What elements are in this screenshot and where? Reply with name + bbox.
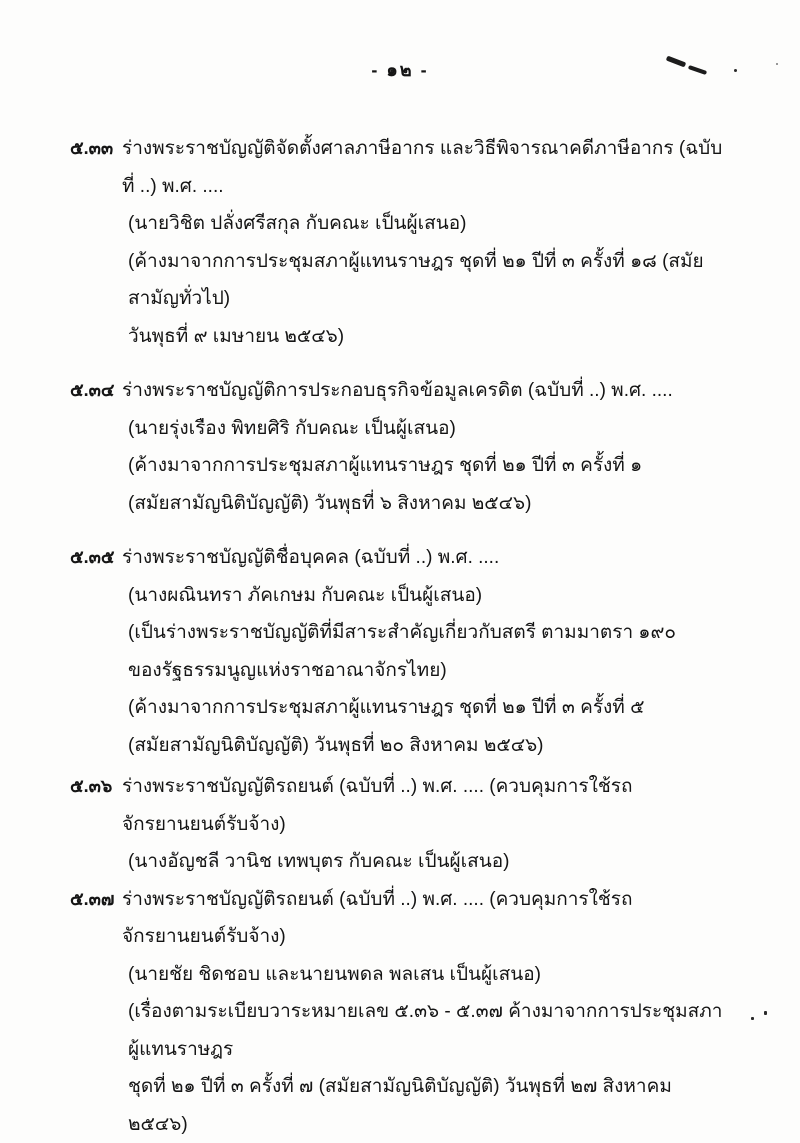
item-detail-line: ชุดที่ ๒๑ ปีที่ ๓ ครั้งที่ ๗ (สมัยสามัญนิติบัญญัติ) วันพุธที่ ๒๗ สิงหาคม ๒๕๔๖) bbox=[122, 1068, 730, 1143]
item-detail-line: (ค้างมาจากการประชุมสภาผู้แทนราษฎร ชุดที่ ๒๑ ปีที่ ๓ ครั้งที่ ๑๘ (สมัยสามัญทั่วไป) bbox=[122, 243, 730, 318]
ink-speck bbox=[734, 69, 737, 72]
list-item bbox=[70, 539, 730, 764]
item-detail-line: (ค้างมาจากการประชุมสภาผู้แทนราษฎร ชุดที่ ๒๑ ปีที่ ๓ ครั้งที่ ๕ bbox=[122, 689, 730, 727]
ink-speck bbox=[751, 1017, 754, 1020]
item-detail-line: (นายชัย ชิดชอบ และนายนพดล พลเสน เป็นผู้เสนอ) bbox=[122, 956, 730, 994]
item-title: ร่างพระราชบัญญัติการประกอบธุรกิจข้อมูลเครดิต (ฉบับที่ ..) พ.ศ. .... bbox=[122, 372, 730, 410]
item-number: ๕.๓๖ bbox=[70, 768, 122, 881]
item-number: ๕.๓๕ bbox=[70, 539, 122, 764]
item-detail-line: (เรื่องตามระเบียบวาระหมายเลข ๕.๓๖ - ๕.๓๗ ค้างมาจากการประชุมสภาผู้แทนราษฎร bbox=[122, 993, 730, 1068]
item-detail-line: (เป็นร่างพระราชบัญญัติที่มีสาระสำคัญเกี่ยวกับสตรี ตามมาตรา ๑๙๐ bbox=[122, 614, 730, 652]
item-detail-line: (นายวิชิต ปลั่งศรีสกุล กับคณะ เป็นผู้เสนอ) bbox=[122, 205, 730, 243]
item-detail-line: วันพุธที่ ๙ เมษายน ๒๕๔๖) bbox=[122, 318, 730, 356]
list-item bbox=[70, 372, 730, 522]
item-number: ๕.๓๔ bbox=[70, 372, 122, 522]
list-item bbox=[70, 130, 730, 355]
item-number: ๕.๓๓ bbox=[70, 130, 122, 355]
ink-speck bbox=[776, 63, 778, 65]
item-title: ร่างพระราชบัญญัติชื่อบุคคล (ฉบับที่ ..) พ.ศ. .... bbox=[122, 539, 730, 577]
list-item bbox=[70, 768, 730, 881]
item-detail-line: (สมัยสามัญนิติบัญญัติ) วันพุธที่ ๖ สิงหาคม ๒๕๔๖) bbox=[122, 485, 730, 523]
item-detail-line: (สมัยสามัญนิติบัญญัติ) วันพุธที่ ๒๐ สิงหาคม ๒๕๔๖) bbox=[122, 727, 730, 765]
item-title: ร่างพระราชบัญญัติจัดตั้งศาลภาษีอากร และวิธีพิจารณาคดีภาษีอากร (ฉบับที่ ..) พ.ศ. .... bbox=[122, 130, 730, 205]
page-number: - ๑๒ - bbox=[0, 55, 800, 84]
agenda-list bbox=[70, 130, 730, 1143]
item-detail-line: (นายรุ่งเรือง พิทยศิริ กับคณะ เป็นผู้เสนอ) bbox=[122, 410, 730, 448]
item-detail-line: (นางผณินทรา ภัคเกษม กับคณะ เป็นผู้เสนอ) bbox=[122, 577, 730, 615]
ink-speck bbox=[764, 1011, 767, 1015]
item-detail-line: (นางอัญชลี วานิช เทพบุตร กับคณะ เป็นผู้เสนอ) bbox=[122, 843, 730, 881]
item-detail-line: (ค้างมาจากการประชุมสภาผู้แทนราษฎร ชุดที่ ๒๑ ปีที่ ๓ ครั้งที่ ๑ bbox=[122, 447, 730, 485]
item-detail-line: ของรัฐธรรมนูญแห่งราชอาณาจักรไทย) bbox=[122, 652, 730, 690]
list-item bbox=[70, 881, 730, 1143]
item-title: ร่างพระราชบัญญัติรถยนต์ (ฉบับที่ ..) พ.ศ. .... (ควบคุมการใช้รถจักรยานยนต์รับจ้าง) bbox=[122, 881, 730, 956]
item-title: ร่างพระราชบัญญัติรถยนต์ (ฉบับที่ ..) พ.ศ. .... (ควบคุมการใช้รถจักรยานยนต์รับจ้าง) bbox=[122, 768, 730, 843]
item-number: ๕.๓๗ bbox=[70, 881, 122, 1143]
